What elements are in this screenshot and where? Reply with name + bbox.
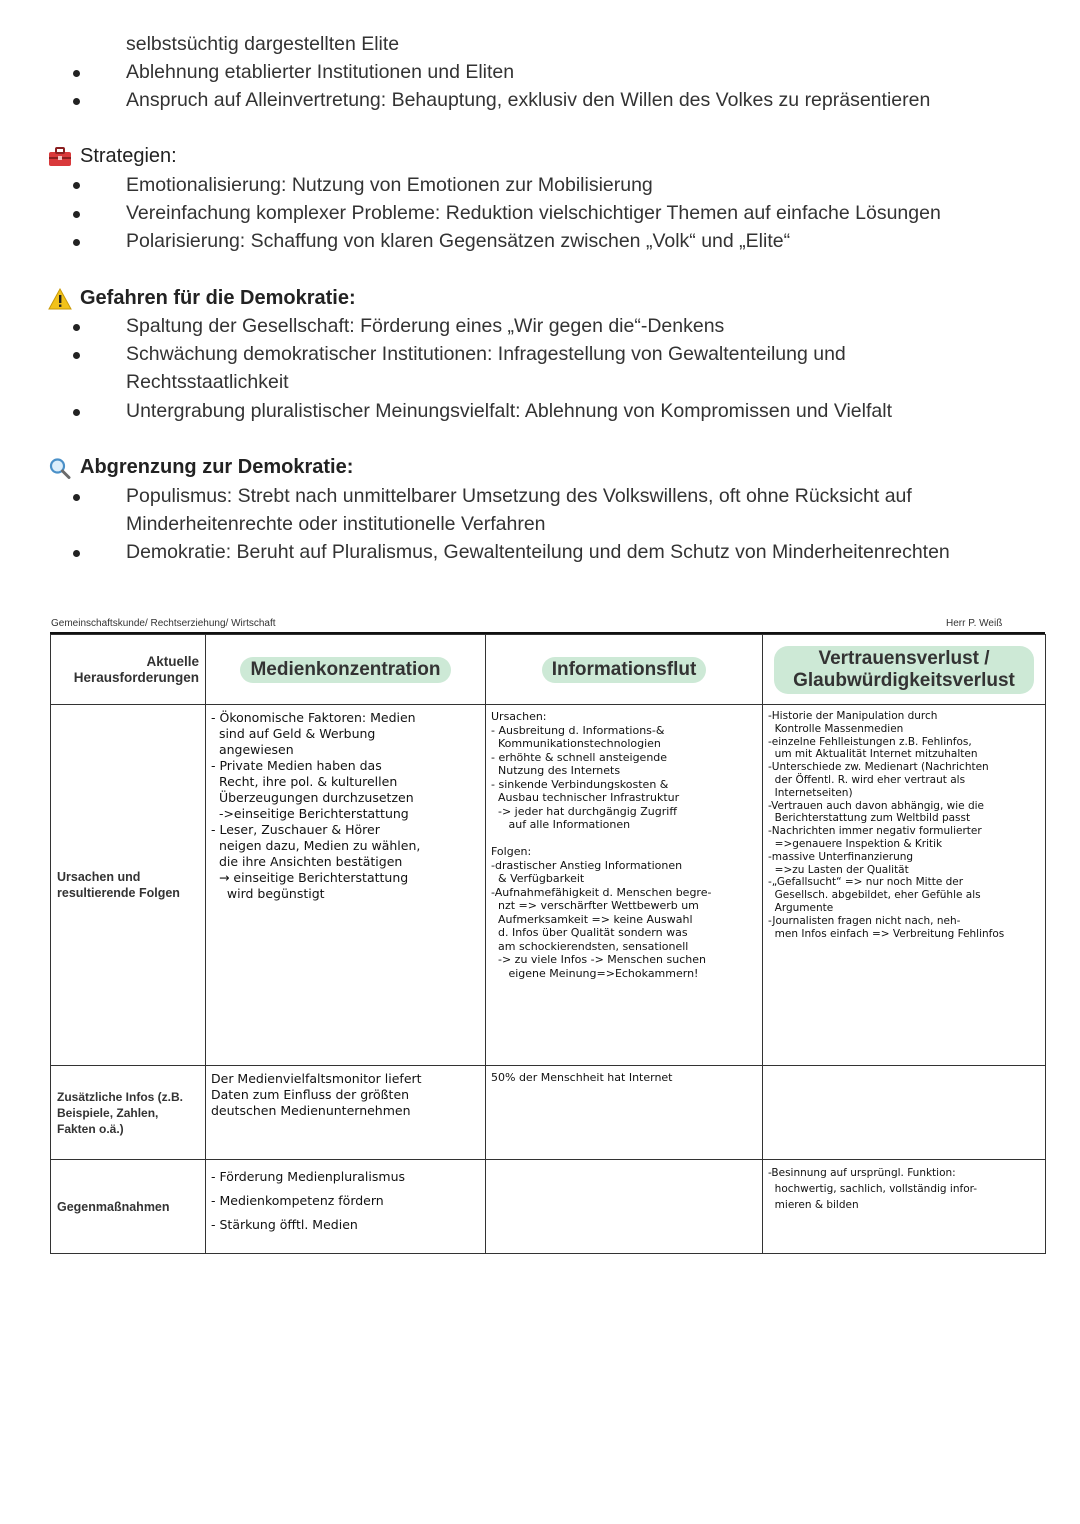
- column-header: [206, 635, 486, 705]
- handwritten-text: - Ökonomische Faktoren: Medien sind auf Geld & Werbung angewiesen - Private Medien haben das Recht, ihre pol. & kulturellen Überzeugungen durchzusetzen ->einseitige Berichterstattung - Leser, Zuschauer & Hörer neigen dazu, Medien zu wählen, die ihre Ansichten bestätigen → einseitige Berichterstattung wird begünstigt: [211, 710, 421, 901]
- table-header-row: [51, 635, 1046, 705]
- abgrenzung-item: Populismus: Strebt nach unmittelbarer Umsetzung des Volkswillens, oft ohne Rücksicht auf: [126, 485, 912, 507]
- row-label: Zusätzliche Infos (z.B. Beispiele, Zahlen, Fakten o.ä.): [51, 1066, 206, 1160]
- bullet: [73, 550, 80, 557]
- bullet: [73, 70, 80, 77]
- gefahren-item: Spaltung der Gesellschaft: Förderung eines „Wir gegen die“-Denkens: [126, 315, 725, 337]
- table-cell: [763, 705, 1046, 1066]
- strategien-title: Strategien:: [80, 145, 177, 167]
- bullet: [73, 211, 80, 218]
- worksheet-blank-area: [20, 1280, 1060, 1524]
- handwritten-text: -Besinnung auf ursprüngl. Funktion: hochwertig, sachlich, vollständig infor- mieren & bilden: [768, 1167, 978, 1211]
- bullet: [73, 239, 80, 246]
- intro-line: Anspruch auf Alleinvertretung: Behauptung, exklusiv den Willen des Volkes zu repräsentieren: [126, 89, 931, 111]
- worksheet-header-subject: Gemeinschaftskunde/ Rechtserziehung/ Wirtschaft: [51, 618, 276, 629]
- gefahren-heading: [48, 287, 356, 310]
- table-row: [51, 1160, 1046, 1254]
- toolbox-icon: [48, 146, 72, 168]
- bullet: [73, 324, 80, 331]
- gefahren-item: Untergrabung pluralistischer Meinungsvielfalt: Ablehnung von Kompromissen und Vielfalt: [126, 400, 892, 422]
- gefahren-title: Gefahren für die Demokratie:: [80, 287, 356, 309]
- bullet: [73, 494, 80, 501]
- table-row: [51, 1066, 1046, 1160]
- handwritten-text: - Förderung Medienpluralismus - Medienkompetenz fördern - Stärkung öfftl. Medien: [211, 1169, 406, 1232]
- bullet: [73, 182, 80, 189]
- column-title-vertrauensverlust: Vertrauensverlust / Glaubwürdigkeitsverlust: [774, 646, 1034, 694]
- column-header: [486, 635, 763, 705]
- table-cell: [206, 1066, 486, 1160]
- abgrenzung-title: Abgrenzung zur Demokratie:: [80, 456, 354, 478]
- table-cell: [763, 1160, 1046, 1254]
- challenges-table: [50, 634, 1046, 1254]
- bullet: [73, 98, 80, 105]
- corner-label: Aktuelle Herausforderungen: [51, 635, 206, 705]
- bullet: [73, 352, 80, 359]
- intro-line: selbstsüchtig dargestellten Elite: [126, 33, 400, 55]
- table-cell: [763, 1066, 1046, 1160]
- abgrenzung-item: Demokratie: Beruht auf Pluralismus, Gewaltenteilung und dem Schutz von Minderheitenrechten: [126, 541, 950, 563]
- column-title-medienkonzentration: Medienkonzentration: [240, 657, 450, 683]
- strategien-heading: [48, 145, 177, 168]
- warning-icon: [48, 288, 72, 310]
- worksheet-header-teacher: Herr P. Weiß: [946, 618, 1003, 629]
- row-label: Ursachen und resultierende Folgen: [51, 705, 206, 1066]
- handwritten-text: [486, 1160, 762, 1165]
- strategien-item: Polarisierung: Schaffung von klaren Gegensätzen zwischen „Volk“ und „Elite“: [126, 230, 791, 252]
- magnifier-icon: [48, 457, 72, 479]
- intro-line: Ablehnung etablierter Institutionen und Eliten: [126, 61, 515, 83]
- handwritten-text: [763, 1066, 1045, 1071]
- abgrenzung-item-continued: Minderheitenrechte oder institutionelle Verfahren: [126, 513, 546, 535]
- gefahren-item: Schwächung demokratischer Institutionen: Infragestellung von Gewaltenteilung und: [126, 343, 846, 365]
- table-cell: [206, 1160, 486, 1254]
- strategien-item: Emotionalisierung: Nutzung von Emotionen zur Mobilisierung: [126, 174, 653, 196]
- column-title-informationsflut: Informationsflut: [542, 657, 707, 683]
- table-cell: [486, 1160, 763, 1254]
- table-cell: [486, 705, 763, 1066]
- gefahren-item-continued: Rechtsstaatlichkeit: [126, 371, 289, 393]
- table-row: [51, 705, 1046, 1066]
- handwritten-text: Der Medienvielfaltsmonitor liefert Daten zum Einfluss der größten deutschen Medienunternehmen: [211, 1071, 422, 1118]
- row-label: Gegenmaßnahmen: [51, 1160, 206, 1254]
- strategien-item: Vereinfachung komplexer Probleme: Reduktion vielschichtiger Themen auf einfache Lösungen: [126, 202, 941, 224]
- handwritten-text: 50% der Menschheit hat Internet: [491, 1071, 673, 1084]
- bullet: [73, 409, 80, 416]
- table-cell: [206, 705, 486, 1066]
- column-header: [763, 635, 1046, 705]
- abgrenzung-heading: [48, 456, 353, 479]
- table-cell: [486, 1066, 763, 1160]
- handwritten-text: -Historie der Manipulation durch Kontrolle Massenmedien -einzelne Fehlleistungen z.B. Fehlinfos, um mit Aktualität Internet mitzuhalten -Unterschiede zw. Medienart (Nachrichten der Öffentl. R. wird eher vertraut als Internetseiten) -Vertrauen auch davon abhängig, wie die Berichterstattung zum Weltbild passt -Nachrichten immer negativ formulierter =>genauere Inspektion & Kritik -massive Unterfinanzierung =>zu Lasten der Qualität -„Gefallsucht“ => nur noch Mitte der Gesellsch. abgebildet, eher Gefühle als Argumente -Journalisten fragen nicht nach, neh- men Infos einfach => Verbreitung Fehlinfos: [768, 710, 1005, 940]
- handwritten-text: Ursachen: - Ausbreitung d. Informations-& Kommunikationstechnologien - erhöhte & schnell ansteigende Nutzung des Internets - sinkende Verbindungskosten & Ausbau technischer Infrastruktur -> jeder hat durchgängig Zugriff auf alle Informationen Folgen: -drastischer Anstieg Informationen & Verfügbarkeit -Aufnahmefähigkeit d. Menschen begre- nzt => verschärfter Wettbewerb um Aufmerksamkeit => keine Auswahl d. Infos über Qualität sondern was am schockierendsten, sensationell -> zu viele Infos -> Menschen suchen eigene Meinung=>Echokammern!: [491, 710, 712, 980]
